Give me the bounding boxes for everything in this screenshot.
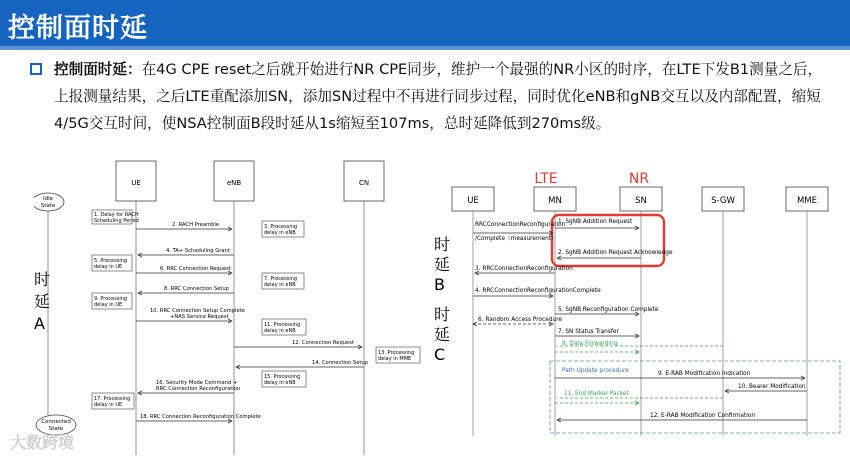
side-b-char-2: 延 bbox=[434, 255, 451, 274]
left-side-char-1: 时 bbox=[34, 270, 51, 289]
right-entity-mme: MME bbox=[796, 196, 818, 206]
left-box-13-l1: 13. Processing bbox=[378, 350, 415, 356]
left-msg-16b: RRC Connection Reconfiguration bbox=[156, 386, 241, 392]
nr-tag: NR bbox=[628, 171, 650, 187]
right-entity-sn: SN bbox=[635, 196, 647, 206]
right-msg-2: 2. SgNB Addition Request Acknowledge bbox=[558, 250, 673, 256]
svg-text:Connected: Connected bbox=[41, 419, 71, 425]
left-box-1-l2: Scheduling Period bbox=[94, 218, 139, 224]
left-entity-enb: eNB bbox=[226, 179, 242, 187]
right-entity-sgw: S-GW bbox=[711, 196, 735, 206]
svg-text:State: State bbox=[40, 203, 56, 209]
svg-text:Idle: Idle bbox=[42, 196, 54, 202]
side-c-char-3: C bbox=[434, 345, 446, 364]
left-box-5-l2: delay in UE bbox=[94, 264, 123, 270]
left-box-7-l2: delay in eNB bbox=[264, 282, 296, 288]
left-box-3-l2: delay in eNB bbox=[264, 230, 296, 236]
left-box-17-l1: 17. Processing bbox=[94, 396, 131, 402]
left-box-1-l1: 1. Delay for RACH bbox=[94, 212, 139, 218]
right-msg-1: 1. SgNB Addition Request bbox=[558, 219, 633, 225]
left-box-9-l2: delay in UE bbox=[94, 302, 123, 308]
left-box-11-l2: delay in eNB bbox=[264, 328, 296, 334]
left-msg-2: 2. RACH Preamble bbox=[172, 222, 220, 228]
intro-text: 在4G CPE reset之后就开始进行NR CPE同步，维护一个最强的NR小区的时序，在LTE下发B1测量之后，上报测量结果，之后LTE重配添加SN，添加SN过程中不再进行同步过程，同时优化eNB和gNB交互以及内部配置，缩短4/5G交互时间，使NSA控制面B段时延从1s缩短至107ms，总时延降低到270ms级。 bbox=[54, 61, 823, 132]
watermark: 大数跨境 bbox=[10, 433, 75, 452]
right-msg-path-update: Path Update procedure bbox=[562, 368, 629, 374]
right-msg-10: 10. Bearer Modification bbox=[738, 384, 806, 390]
right-msg-7: 7. SN Status Transfer bbox=[558, 329, 619, 335]
left-box-7-l1: 7. Processing bbox=[264, 276, 298, 282]
right-msg-4: 4. RRCConnectionReconfigurationComplete bbox=[475, 288, 601, 294]
left-msg-10b: +NAS Service Request bbox=[170, 314, 229, 320]
left-msg-14: 14. Connection Setup bbox=[312, 360, 368, 366]
left-box-15-l2: delay in eNB bbox=[264, 380, 296, 386]
right-msg-12: 12. E-RAB Modification Confirmation bbox=[650, 413, 756, 419]
left-box-3-l1: 3. Processing bbox=[264, 224, 298, 230]
right-msg-11: 11. End Marker Packet bbox=[564, 391, 629, 397]
intro-label: 控制面时延： bbox=[54, 61, 142, 78]
right-msg-3: 3. RRCConnectionReconfiguration bbox=[475, 266, 573, 272]
left-sequence-diagram bbox=[34, 155, 434, 460]
left-msg-6: 6. RRC Connection Request bbox=[160, 266, 231, 272]
left-box-17-l2: delay in UE bbox=[94, 402, 123, 408]
left-box-9-l1: 9. Processing bbox=[94, 296, 128, 302]
left-side-char-3: A bbox=[34, 314, 45, 333]
right-entity-ue: UE bbox=[467, 196, 479, 206]
left-box-13-l2: delay in MME bbox=[378, 356, 412, 362]
left-msg-8: 8. RRC Connection Setup bbox=[164, 286, 229, 292]
left-msg-18: 18. RRC Connection Reconfiguration Complete bbox=[140, 414, 261, 420]
left-entity-cn: CN bbox=[358, 179, 370, 187]
left-box-5-l1: 5. Processing bbox=[94, 258, 128, 264]
right-msg-5: 5. SgNB Reconfiguration Complete bbox=[558, 307, 659, 313]
lte-tag: LTE bbox=[534, 171, 558, 187]
title-underline bbox=[0, 46, 850, 50]
left-msg-16: 16. Security Mode Command + bbox=[156, 380, 238, 386]
right-entity-mn: MN bbox=[548, 196, 562, 206]
left-msg-4: 4. TA+ Scheduling Grant bbox=[166, 248, 230, 254]
page-title: 控制面时延 bbox=[8, 13, 148, 44]
right-msg-9: 9. E-RAB Modification Indication bbox=[658, 371, 751, 377]
left-box-11-l1: 11. Processing bbox=[264, 322, 301, 328]
side-c-char-2: 延 bbox=[434, 325, 451, 344]
side-b-char-3: B bbox=[434, 275, 445, 294]
right-msg-6: 6. Random Access Procedure bbox=[478, 317, 563, 323]
left-entity-ue: UE bbox=[131, 179, 141, 187]
right-msg-8: 8. Data Forwarding bbox=[562, 341, 618, 347]
left-box-15-l1: 15. Processing bbox=[264, 374, 301, 380]
left-msg-10: 10. RRC Connection Setup Complete bbox=[150, 308, 245, 314]
right-sequence-diagram bbox=[432, 168, 842, 438]
side-c-char-1: 时 bbox=[434, 305, 451, 324]
intro-paragraph bbox=[54, 56, 834, 137]
side-b-char-1: 时 bbox=[434, 235, 451, 254]
right-msg-rrc-complete: /Complete（measurement） bbox=[475, 236, 557, 242]
left-side-char-2: 延 bbox=[34, 292, 51, 311]
left-msg-12: 12. Connection Request bbox=[292, 340, 354, 346]
right-msg-rrc: RRCConnectionReconfiguration bbox=[475, 222, 566, 228]
svg-text:State: State bbox=[48, 426, 64, 432]
bullet-square-icon bbox=[30, 63, 42, 75]
